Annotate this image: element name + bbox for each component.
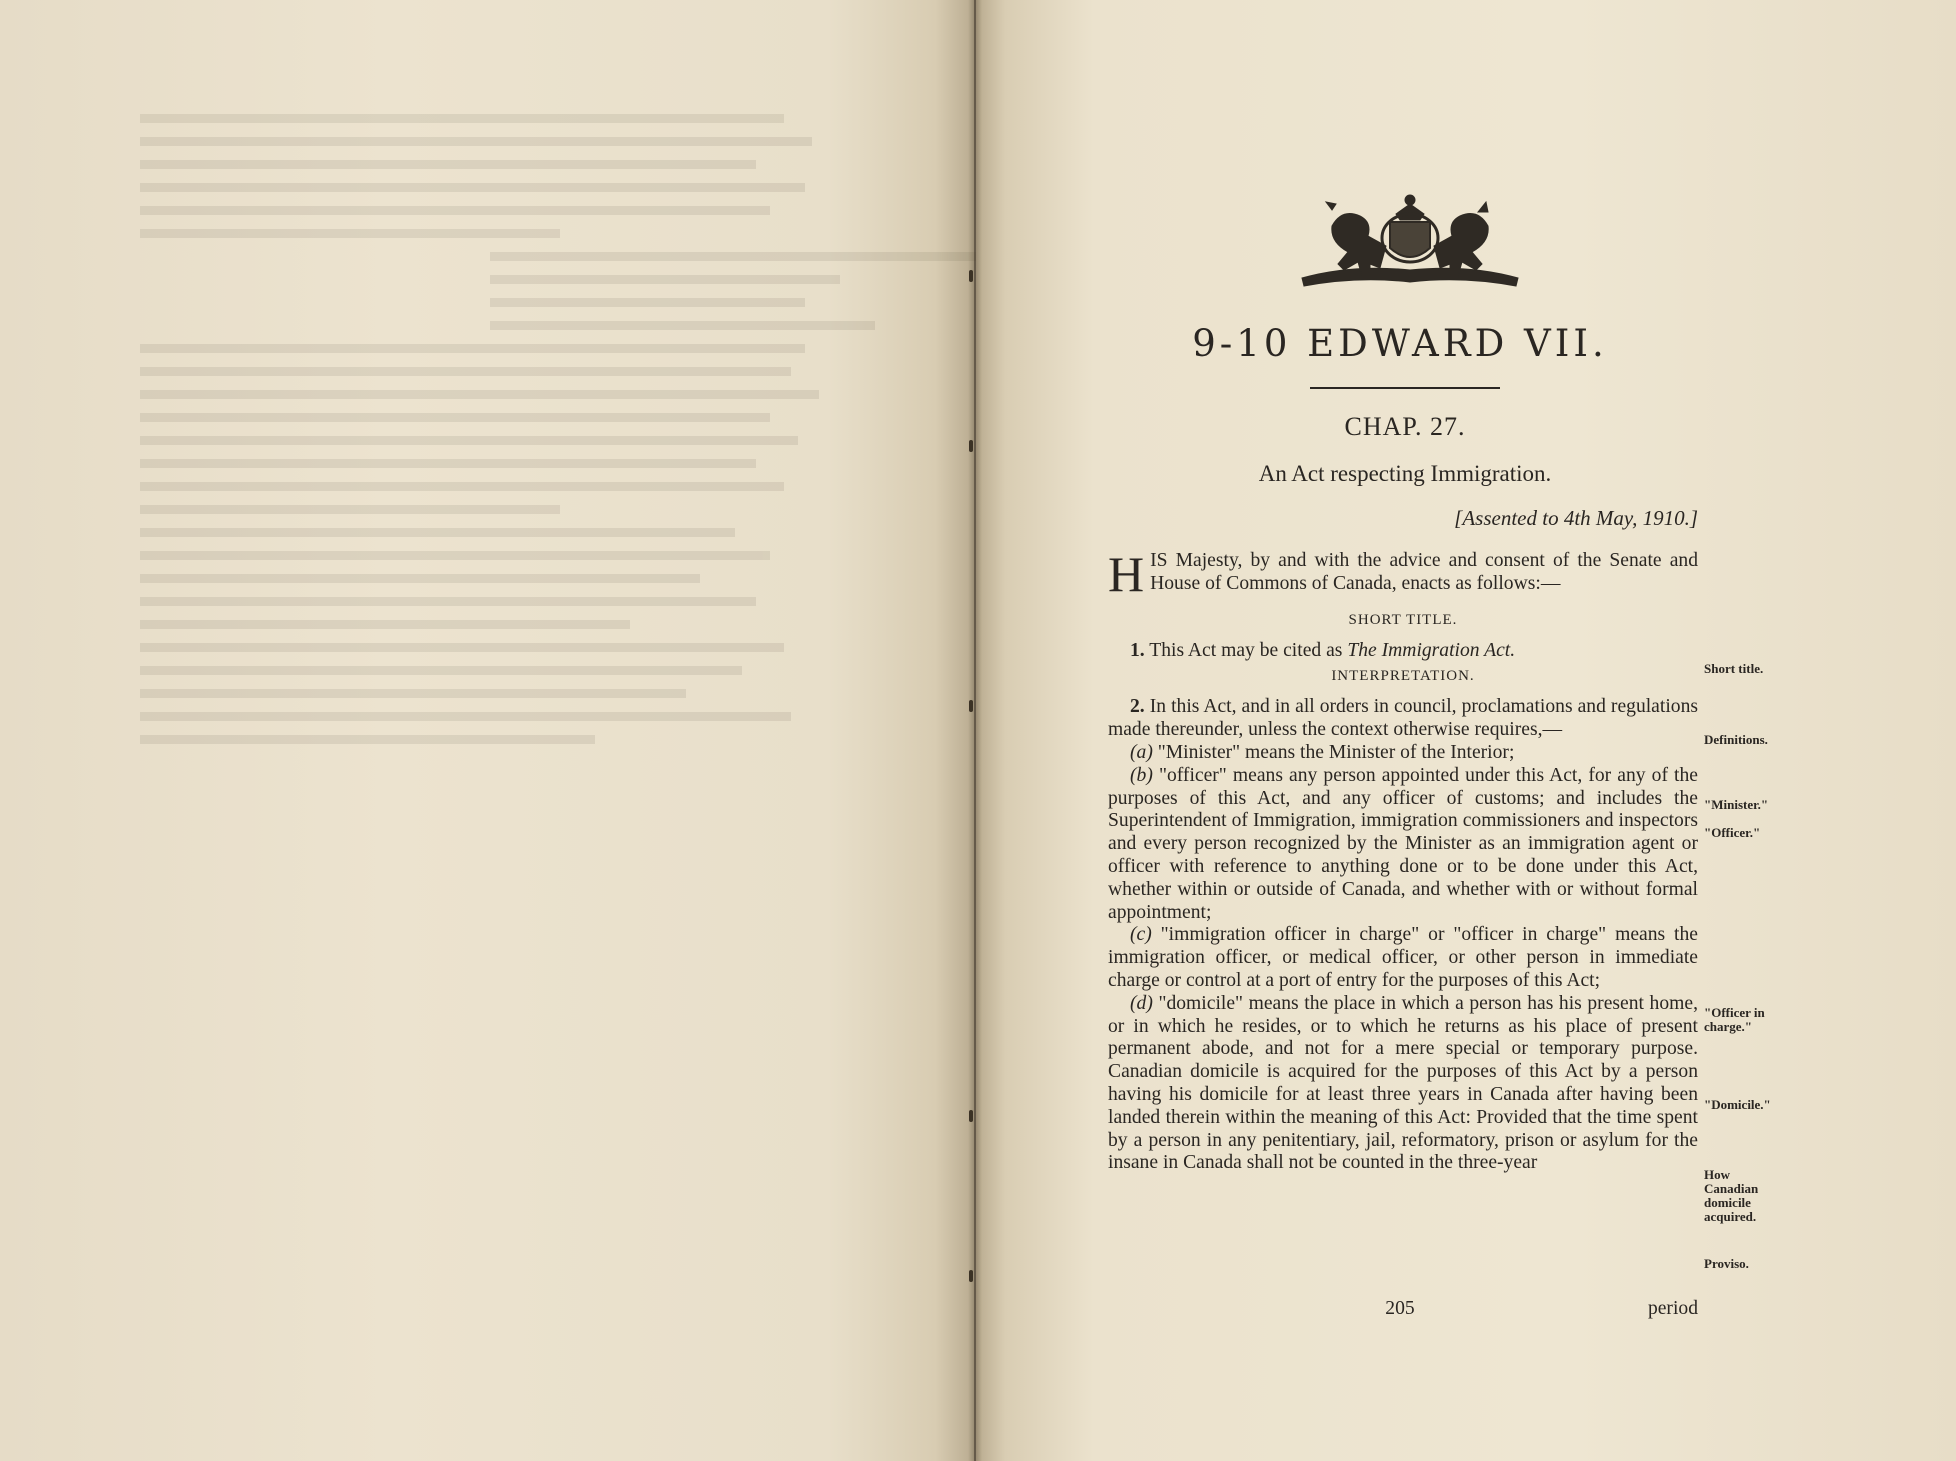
binding-mark [969,1110,973,1122]
heading-interpretation: INTERPRETATION. [1331,668,1475,685]
regnal-title: 9-10 EDWARD VII. [1192,322,1608,365]
heading-short-title: SHORT TITLE. [1348,611,1458,628]
drop-cap: H [1108,546,1145,602]
assent-date: [Assented to 4th May, 1910.] [1454,506,1698,530]
act-body [1108,546,1698,1175]
act-title: An Act respecting Immigration. [1258,461,1552,486]
binding-mark [969,270,973,282]
chapter-number: CHAP. 27. [1344,412,1466,441]
margin-note-officer: "Officer." [1704,825,1761,840]
definition-a [1108,742,1698,765]
definition-b [1108,765,1698,925]
clause-label: (c) [1130,924,1152,946]
margin-note-domicile: "Domicile." [1704,1097,1771,1112]
section-number: 1. [1130,639,1145,661]
binding-mark [969,1270,973,1282]
section-2-text: In this Act, and in all orders in council, proclamations and regulations made thereunder, unless the context otherwise requires,— [1108,696,1698,741]
margin-note-short-title: Short title. [1704,661,1764,676]
act-short-title: The Immigration Act. [1347,639,1516,661]
preamble [1108,546,1698,602]
margin-note-proviso: Proviso. [1704,1256,1749,1271]
section-1-text: This Act may be cited as [1149,639,1343,661]
bleed-through-text [140,100,840,758]
definition-c-text: "immigration officer in charge" or "officer in charge" means the immigration officer, or medical officer, or other person in immediate charge or control at a port of entry for the purposes of this Act; [1108,924,1698,991]
margin-note-how-canadian: How Canadian domicile acquired. [1704,1167,1759,1224]
binding-mark [969,700,973,712]
definition-d [1108,993,1698,1175]
binding-mark [969,440,973,452]
clause-label: (a) [1130,741,1153,763]
margin-note-minister: "Minister." [1704,797,1769,812]
left-page [0,0,974,1461]
section-number: 2. [1130,696,1145,718]
section-2 [1108,696,1698,742]
book-gutter [968,0,982,1461]
royal-coat-of-arms-icon [1292,186,1528,290]
section-1 [1108,640,1698,663]
title-rule [1310,387,1500,389]
definition-d-text: "domicile" means the place in which a person has his present home, or in which he resides, or to which he returns as his place of present permanent abode, and not for a mere special or temporary purpose. Canadian domicile is acquired for the purposes of this Act by a person having his domicile for at least three years in Canada after having been landed therein within the meaning of this Act: Provided that the time spent by a person in any penitentiary, jail, reformatory, prison or asylum for the insane in Canada shall not be counted in the three-year [1108,992,1698,1174]
margin-note-definitions: Definitions. [1704,732,1768,747]
definition-c [1108,924,1698,992]
margin-note-officer-in-charge: "Officer in charge." [1704,1005,1765,1034]
clause-label: (b) [1130,764,1153,786]
clause-label: (d) [1130,992,1153,1014]
page-number: 205 [1385,1298,1415,1319]
definition-b-text: "officer" means any person appointed under this Act, for any of the purposes of this Act, and any officer of customs; and includes the Superintendent of Immigration, immigration commissioners and inspectors and every person recognized by the Minister as an immigration agent or officer with reference to anything done or to be done under this Act, whether within or outside of Canada, and whether with or without formal appointment; [1108,764,1698,923]
catchword: period [1647,1298,1698,1319]
preamble-text: IS Majesty, by and with the advice and consent of the Senate and House of Commons of Canada, enacts as follows:— [1150,550,1698,594]
definition-a-text: "Minister" means the Minister of the Interior; [1157,741,1515,763]
